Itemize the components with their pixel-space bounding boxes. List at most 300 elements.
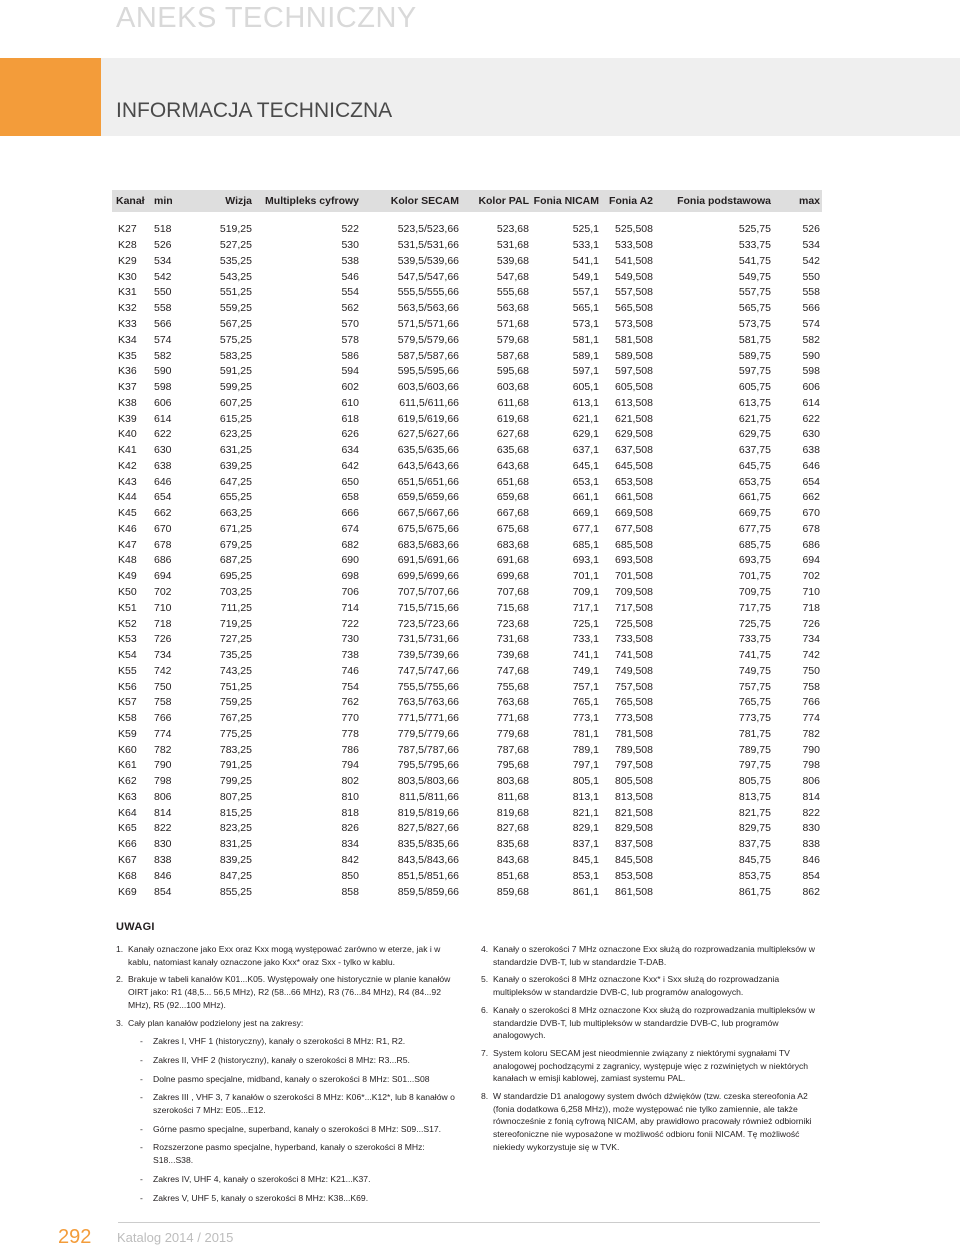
note-text: Kanały o szerokości 8 MHz oznaczone Kxx służą do rozprowadzania multipleksów w standardzie DVB-T, lub multipleksów w standardzie DVB-C, lub programów analogowych. (493, 1004, 815, 1041)
table-cell: 789,1 (572, 743, 599, 756)
table-cell: K52 (118, 617, 137, 630)
column-header: max (771, 190, 822, 212)
column-header: min (154, 190, 198, 212)
dash-bullet: - (140, 1192, 143, 1203)
table-cell: 861,75 (738, 885, 771, 898)
table-cell: 550 (802, 270, 820, 283)
table-cell: 603,5/603,66 (397, 381, 459, 394)
table-row (112, 317, 822, 333)
table-cell: 853,508 (615, 869, 653, 882)
table-row (112, 411, 822, 427)
table-cell: 797,508 (615, 759, 653, 772)
table-cell: 773,75 (738, 712, 771, 725)
table-cell: 791,25 (219, 759, 252, 772)
table-cell: 645,508 (615, 459, 653, 472)
table-cell: 661,75 (738, 491, 771, 504)
table-cell: 742 (154, 664, 172, 677)
table-cell: 621,75 (738, 412, 771, 425)
table-cell: K63 (118, 790, 137, 803)
table-cell: 607,25 (219, 396, 252, 409)
table-cell: 671,25 (219, 522, 252, 535)
table-cell: 702 (802, 570, 820, 583)
table-cell: 726 (802, 617, 820, 630)
table-cell: 533,508 (615, 239, 653, 252)
table-cell: 725,75 (738, 617, 771, 630)
table-cell: 685,75 (738, 538, 771, 551)
note-subitem-text: Zakres I, VHF 1 (historyczny), kanały o szerokości 8 MHz: R1, R2. (153, 1036, 406, 1047)
table-body (112, 212, 822, 900)
table-cell: 807,25 (219, 790, 252, 803)
table-row (112, 805, 822, 821)
table-cell: 531,5/531,66 (397, 239, 459, 252)
table-cell: 605,508 (615, 381, 653, 394)
table-cell: 766 (802, 696, 820, 709)
column-header: Fonia A2 (599, 190, 653, 212)
table-cell: 839,25 (219, 854, 252, 866)
table-cell: 581,75 (738, 333, 771, 346)
table-cell: 819,5/819,66 (397, 806, 459, 819)
table-cell: 547,5/547,66 (397, 270, 459, 283)
table-cell: 541,508 (615, 254, 653, 267)
table-cell: 771,68 (496, 712, 529, 725)
table-cell: 549,1 (572, 270, 599, 283)
table-cell: 678 (802, 522, 820, 535)
note-text: Kanały o szerokości 8 MHz oznaczone Kxx* i Sxx służą do rozprowadzania multipleksów w standardzie DVB-C, lub programów analogowych. (493, 974, 780, 998)
table-cell: 655,25 (219, 491, 252, 504)
table-cell: 571,68 (496, 317, 529, 330)
table-cell: 602 (341, 381, 359, 394)
table-cell: 717,508 (615, 601, 653, 614)
table-cell: 749,1 (572, 664, 599, 677)
table-cell: 819,68 (496, 806, 529, 819)
table-cell: 557,75 (738, 286, 771, 299)
table-cell: 530 (341, 239, 359, 252)
notes-left-column (116, 943, 464, 1209)
table-cell: 835,5/835,66 (397, 838, 459, 851)
table-cell: K29 (118, 254, 137, 267)
table-cell: 518 (154, 223, 172, 236)
table-cell: 677,75 (738, 522, 771, 535)
table-row (112, 285, 822, 301)
table-row (112, 774, 822, 790)
table-cell: 575,25 (219, 333, 252, 346)
table-cell: 751,25 (219, 680, 252, 693)
table-cell: 621,1 (572, 412, 599, 425)
table-row (112, 663, 822, 679)
table-cell: 547,68 (496, 270, 529, 283)
table-cell: 558 (802, 286, 820, 299)
table-cell: 750 (154, 680, 172, 693)
table-cell: 566 (802, 302, 820, 315)
table-cell: 787,5/787,66 (397, 743, 459, 756)
table-cell: 651,68 (496, 475, 529, 488)
table-cell: K61 (118, 759, 137, 772)
table-cell: 637,1 (572, 444, 599, 457)
table-cell: 723,68 (496, 617, 529, 630)
table-cell: 654 (802, 475, 820, 488)
table-cell: 661,1 (572, 491, 599, 504)
table-cell: 781,508 (615, 727, 653, 740)
table-cell: 834 (341, 838, 359, 851)
table-cell: 853,75 (738, 869, 771, 882)
table-cell: 805,1 (572, 775, 599, 788)
table-cell: 678 (154, 538, 172, 551)
table-cell: 845,508 (615, 854, 653, 866)
table-cell: 667,5/667,66 (397, 507, 459, 520)
catalog-label: Katalog 2014 / 2015 (117, 1230, 234, 1245)
table-cell: 541,75 (738, 254, 771, 267)
table-cell: 815,25 (219, 806, 252, 819)
note-number: 5. (481, 974, 489, 985)
table-row (112, 569, 822, 585)
table-cell: 755,68 (496, 680, 529, 693)
table-cell: 779,5/779,66 (397, 727, 459, 740)
table-cell: 707,5/707,66 (397, 585, 459, 598)
table-cell: 758 (802, 680, 820, 693)
table-cell: 642 (341, 459, 359, 472)
table-cell: 734 (154, 649, 172, 662)
table-cell: 778 (341, 727, 359, 740)
table-cell: 541,1 (572, 254, 599, 267)
table-cell: 709,508 (615, 585, 653, 598)
header-band (101, 58, 960, 136)
table-cell: 597,75 (738, 365, 771, 378)
table-cell: 693,508 (615, 554, 653, 567)
table-cell: 726 (154, 633, 172, 646)
note-item (116, 973, 464, 1011)
table-cell: 715,5/715,66 (397, 601, 459, 614)
table-cell: 691,5/691,66 (397, 554, 459, 567)
table-cell: K33 (118, 317, 137, 330)
table-cell: 667,68 (496, 507, 529, 520)
table-cell: 627,5/627,66 (397, 428, 459, 441)
table-cell: 718 (802, 601, 820, 614)
table-cell: 842 (341, 854, 359, 866)
table-cell: 558 (154, 302, 172, 315)
note-item (481, 973, 819, 998)
table-cell: 613,75 (738, 396, 771, 409)
table-cell: 709,1 (572, 585, 599, 598)
table-cell: 723,5/723,66 (397, 617, 459, 630)
table-cell: 525,1 (572, 223, 599, 236)
table-cell: 669,508 (615, 507, 653, 520)
table-cell: 523,5/523,66 (397, 223, 459, 236)
table-cell: 747,5/747,66 (397, 664, 459, 677)
table-cell: 831,25 (219, 838, 252, 851)
table-cell: 629,1 (572, 428, 599, 441)
table-row (112, 269, 822, 285)
table-row (112, 600, 822, 616)
table-cell: 533,1 (572, 239, 599, 252)
note-number: 6. (481, 1004, 489, 1015)
table-cell: 650 (341, 475, 359, 488)
table-cell: 763,5/763,66 (397, 696, 459, 709)
table-cell: 637,508 (615, 444, 653, 457)
table-cell: 533,75 (738, 239, 771, 252)
table-row (112, 821, 822, 837)
table-cell: 818 (341, 806, 359, 819)
column-header: Kolor PAL (459, 190, 529, 212)
table-cell: 635,5/635,66 (397, 444, 459, 457)
table-cell: 550 (154, 286, 172, 299)
table-cell: K53 (118, 633, 137, 646)
table-cell: 710 (802, 585, 820, 598)
table-cell: 525,508 (615, 223, 653, 236)
table-cell: 618 (341, 412, 359, 425)
table-cell: 535,25 (219, 254, 252, 267)
dash-bullet: - (140, 1173, 143, 1184)
table-cell: 622 (154, 428, 172, 441)
table-cell: 717,1 (572, 601, 599, 614)
table-cell: 534 (154, 254, 172, 267)
table-cell: 699,68 (496, 570, 529, 583)
table-cell: 573,508 (615, 317, 653, 330)
table-cell: 669,75 (738, 507, 771, 520)
table-cell: 634 (341, 444, 359, 457)
table-cell: 677,1 (572, 522, 599, 535)
table-cell: 694 (802, 554, 820, 567)
table-cell: 638 (154, 459, 172, 472)
dash-bullet: - (140, 1123, 143, 1134)
table-cell: 519,25 (219, 223, 252, 236)
table-cell: 853,1 (572, 869, 599, 882)
table-cell: 805,75 (738, 775, 771, 788)
table-cell: 733,75 (738, 633, 771, 646)
table-cell: 702 (154, 585, 172, 598)
table-cell: 594 (341, 365, 359, 378)
table-cell: 563,5/563,66 (397, 302, 459, 315)
table-cell: 546 (341, 270, 359, 283)
table-cell: 789,508 (615, 743, 653, 756)
table-cell: 638 (802, 444, 820, 457)
column-header: Wizja (198, 190, 252, 212)
column-header: Fonia podstawowa (653, 190, 771, 212)
table-cell: 566 (154, 317, 172, 330)
table-cell: 859,68 (496, 885, 529, 898)
table-cell: 771,5/771,66 (397, 712, 459, 725)
table-row (112, 348, 822, 364)
note-item (481, 943, 819, 968)
table-cell: 606 (154, 396, 172, 409)
table-cell: 567,25 (219, 317, 252, 330)
column-header: Fonia NICAM (529, 190, 599, 212)
table-row (112, 443, 822, 459)
table-cell: K69 (118, 885, 137, 898)
table-cell: 538 (341, 254, 359, 267)
table-cell: K32 (118, 302, 137, 315)
table-cell: 523,68 (496, 223, 529, 236)
notes-title: UWAGI (116, 921, 155, 933)
table-cell: 690 (341, 554, 359, 567)
table-cell: 741,1 (572, 649, 599, 662)
table-cell: 677,508 (615, 522, 653, 535)
table-cell: 757,508 (615, 680, 653, 693)
table-cell: 699,5/699,66 (397, 570, 459, 583)
table-cell: 747,68 (496, 664, 529, 677)
table-cell: 763,68 (496, 696, 529, 709)
note-text: Brakuje w tabeli kanałów K01...K05. Występowały one historycznie w planie kanałów OIRT jako: R1 (48,5... 56,5 MHz), R2 (58...66 MHz), R3 (76...84 MHz), R4 (84...92 MHz), R5 (92...100 MHz). (128, 974, 451, 1010)
table-cell: 813,75 (738, 790, 771, 803)
table-cell: 786 (341, 743, 359, 756)
table-cell: 663,25 (219, 507, 252, 520)
table-row (112, 490, 822, 506)
table-cell: 622 (802, 412, 820, 425)
page-title: INFORMACJA TECHNICZNA (116, 99, 393, 122)
table-cell: K43 (118, 475, 137, 488)
table-cell: 811,5/811,66 (399, 790, 459, 803)
table-cell: 789,75 (738, 743, 771, 756)
table-cell: 822 (802, 806, 820, 819)
table-cell: 845,1 (572, 854, 599, 866)
table-cell: 829,75 (738, 822, 771, 835)
table-row (112, 742, 822, 758)
table-cell: K47 (118, 538, 137, 551)
table-cell: 823,25 (219, 822, 252, 835)
table-cell: K64 (118, 806, 137, 819)
table-cell: 695,25 (219, 570, 252, 583)
table-cell: 803,68 (496, 775, 529, 788)
table-cell: 611,5/611,66 (399, 396, 459, 409)
table-cell: 581,508 (615, 333, 653, 346)
column-header: Kolor SECAM (359, 190, 459, 212)
table-cell: 542 (154, 270, 172, 283)
table-cell: 757,75 (738, 680, 771, 693)
table-cell: 675,5/675,66 (397, 522, 459, 535)
note-number: 8. (481, 1091, 489, 1102)
table-cell: K62 (118, 775, 137, 788)
dash-bullet: - (140, 1142, 143, 1153)
table-cell: 565,75 (738, 302, 771, 315)
table-cell: 582 (802, 333, 820, 346)
table-cell: 597,1 (572, 365, 599, 378)
table-row (112, 727, 822, 743)
table-cell: 757,1 (572, 680, 599, 693)
table-cell: 854 (154, 885, 172, 898)
table-cell: 565,1 (572, 302, 599, 315)
table-cell: 770 (341, 712, 359, 725)
table-cell: 722 (341, 617, 359, 630)
table-cell: 562 (341, 302, 359, 315)
note-subitem-text: Dolne pasmo specjalne, midband, kanały o szerokości 8 MHz: S01...S08 (153, 1073, 430, 1084)
table-cell: 859,5/859,66 (397, 885, 459, 898)
note-text: System koloru SECAM jest nieodmiennie związany z niektórymi sygnałami TV analogowej pochodzącymi z zagranicy, występuje więc z rozwiniętych w niektórych kanałach w emisji kablowej, zamiast systemu PAL. (493, 1047, 809, 1084)
table-cell: K34 (118, 333, 137, 346)
table-cell: 814 (802, 790, 820, 803)
table-cell: 739,68 (496, 649, 529, 662)
table-row (112, 553, 822, 569)
table-cell: 683,68 (496, 538, 529, 551)
table-cell: 701,508 (615, 570, 653, 583)
table-cell: 774 (154, 727, 172, 740)
table-cell: 707,68 (496, 585, 529, 598)
table-cell: 717,75 (738, 601, 771, 614)
note-number: 1. (116, 944, 124, 954)
note-number: 2. (116, 974, 124, 985)
table-cell: 861,1 (572, 885, 599, 898)
table-cell: 803,5/803,66 (397, 775, 459, 788)
table-cell: K67 (118, 854, 137, 866)
notes-right-column (481, 943, 819, 1159)
note-item (481, 1004, 819, 1042)
table-cell: 851,5/851,66 (397, 869, 459, 882)
table-cell: K54 (118, 649, 137, 662)
table-cell: 627,68 (496, 428, 529, 441)
table-row (112, 711, 822, 727)
table-cell: 682 (341, 538, 359, 551)
table-cell: 590 (154, 365, 172, 378)
table-cell: 710 (154, 601, 172, 614)
table-cell: 598 (802, 365, 820, 378)
table-cell: 765,1 (572, 696, 599, 709)
table-cell: 794 (341, 759, 359, 772)
table-row (112, 616, 822, 632)
table-cell: 635,68 (496, 444, 529, 457)
note-subitem (128, 1192, 464, 1205)
table-cell: 666 (341, 507, 359, 520)
table-cell: 725,508 (615, 617, 653, 630)
table-cell: 629,508 (615, 428, 653, 441)
table-cell: 725,1 (572, 617, 599, 630)
table-cell: 731,68 (496, 633, 529, 646)
table-cell: 658 (341, 491, 359, 504)
table-cell: 850 (341, 869, 359, 882)
table-cell: K59 (118, 727, 137, 740)
note-subitem (128, 1054, 464, 1067)
table-cell: 651,5/651,66 (397, 475, 459, 488)
table-row (112, 679, 822, 695)
table-cell: 591,25 (219, 365, 252, 378)
table-cell: 829,1 (572, 822, 599, 835)
note-subitem (128, 1073, 464, 1086)
table-cell: K38 (118, 396, 137, 409)
table-cell: 837,1 (572, 838, 599, 851)
table-cell: 554 (341, 286, 359, 299)
table-cell: K35 (118, 349, 137, 362)
table-cell: K37 (118, 381, 137, 394)
table-cell: K56 (118, 680, 137, 693)
accent-bar (0, 58, 101, 136)
table-row (112, 585, 822, 601)
table-cell: 821,508 (615, 806, 653, 819)
table-cell: 773,1 (572, 712, 599, 725)
table-cell: 549,508 (615, 270, 653, 283)
note-subitem (128, 1091, 464, 1116)
note-subitem-text: Rozszerzone pasmo specjalne, hyperband, kanały o szerokości 8 MHz: S18...S38. (153, 1142, 425, 1166)
table-cell: 645,75 (738, 459, 771, 472)
table-cell: 603,68 (496, 381, 529, 394)
table-cell: 829,508 (615, 822, 653, 835)
dash-bullet: - (140, 1073, 143, 1084)
table-cell: K51 (118, 601, 137, 614)
note-subitem-text: Górne pasmo specjalne, superband, kanały o szerokości 8 MHz: S09...S17. (153, 1123, 442, 1134)
table-cell: K42 (118, 459, 137, 472)
table-row (112, 458, 822, 474)
table-row (112, 522, 822, 538)
note-subitem (128, 1141, 464, 1166)
table-cell: 621,508 (615, 412, 653, 425)
table-cell: 835,68 (496, 838, 529, 851)
table-cell: 781,75 (738, 727, 771, 740)
table-cell: 709,75 (738, 585, 771, 598)
table-cell: 610 (341, 396, 359, 409)
table-row (112, 238, 822, 254)
table-cell: 814 (154, 806, 172, 819)
dash-bullet: - (140, 1092, 143, 1103)
table-cell: 798 (802, 759, 820, 772)
table-cell: 574 (802, 317, 820, 330)
table-cell: 855,25 (219, 885, 252, 898)
table-cell: 659,68 (496, 491, 529, 504)
